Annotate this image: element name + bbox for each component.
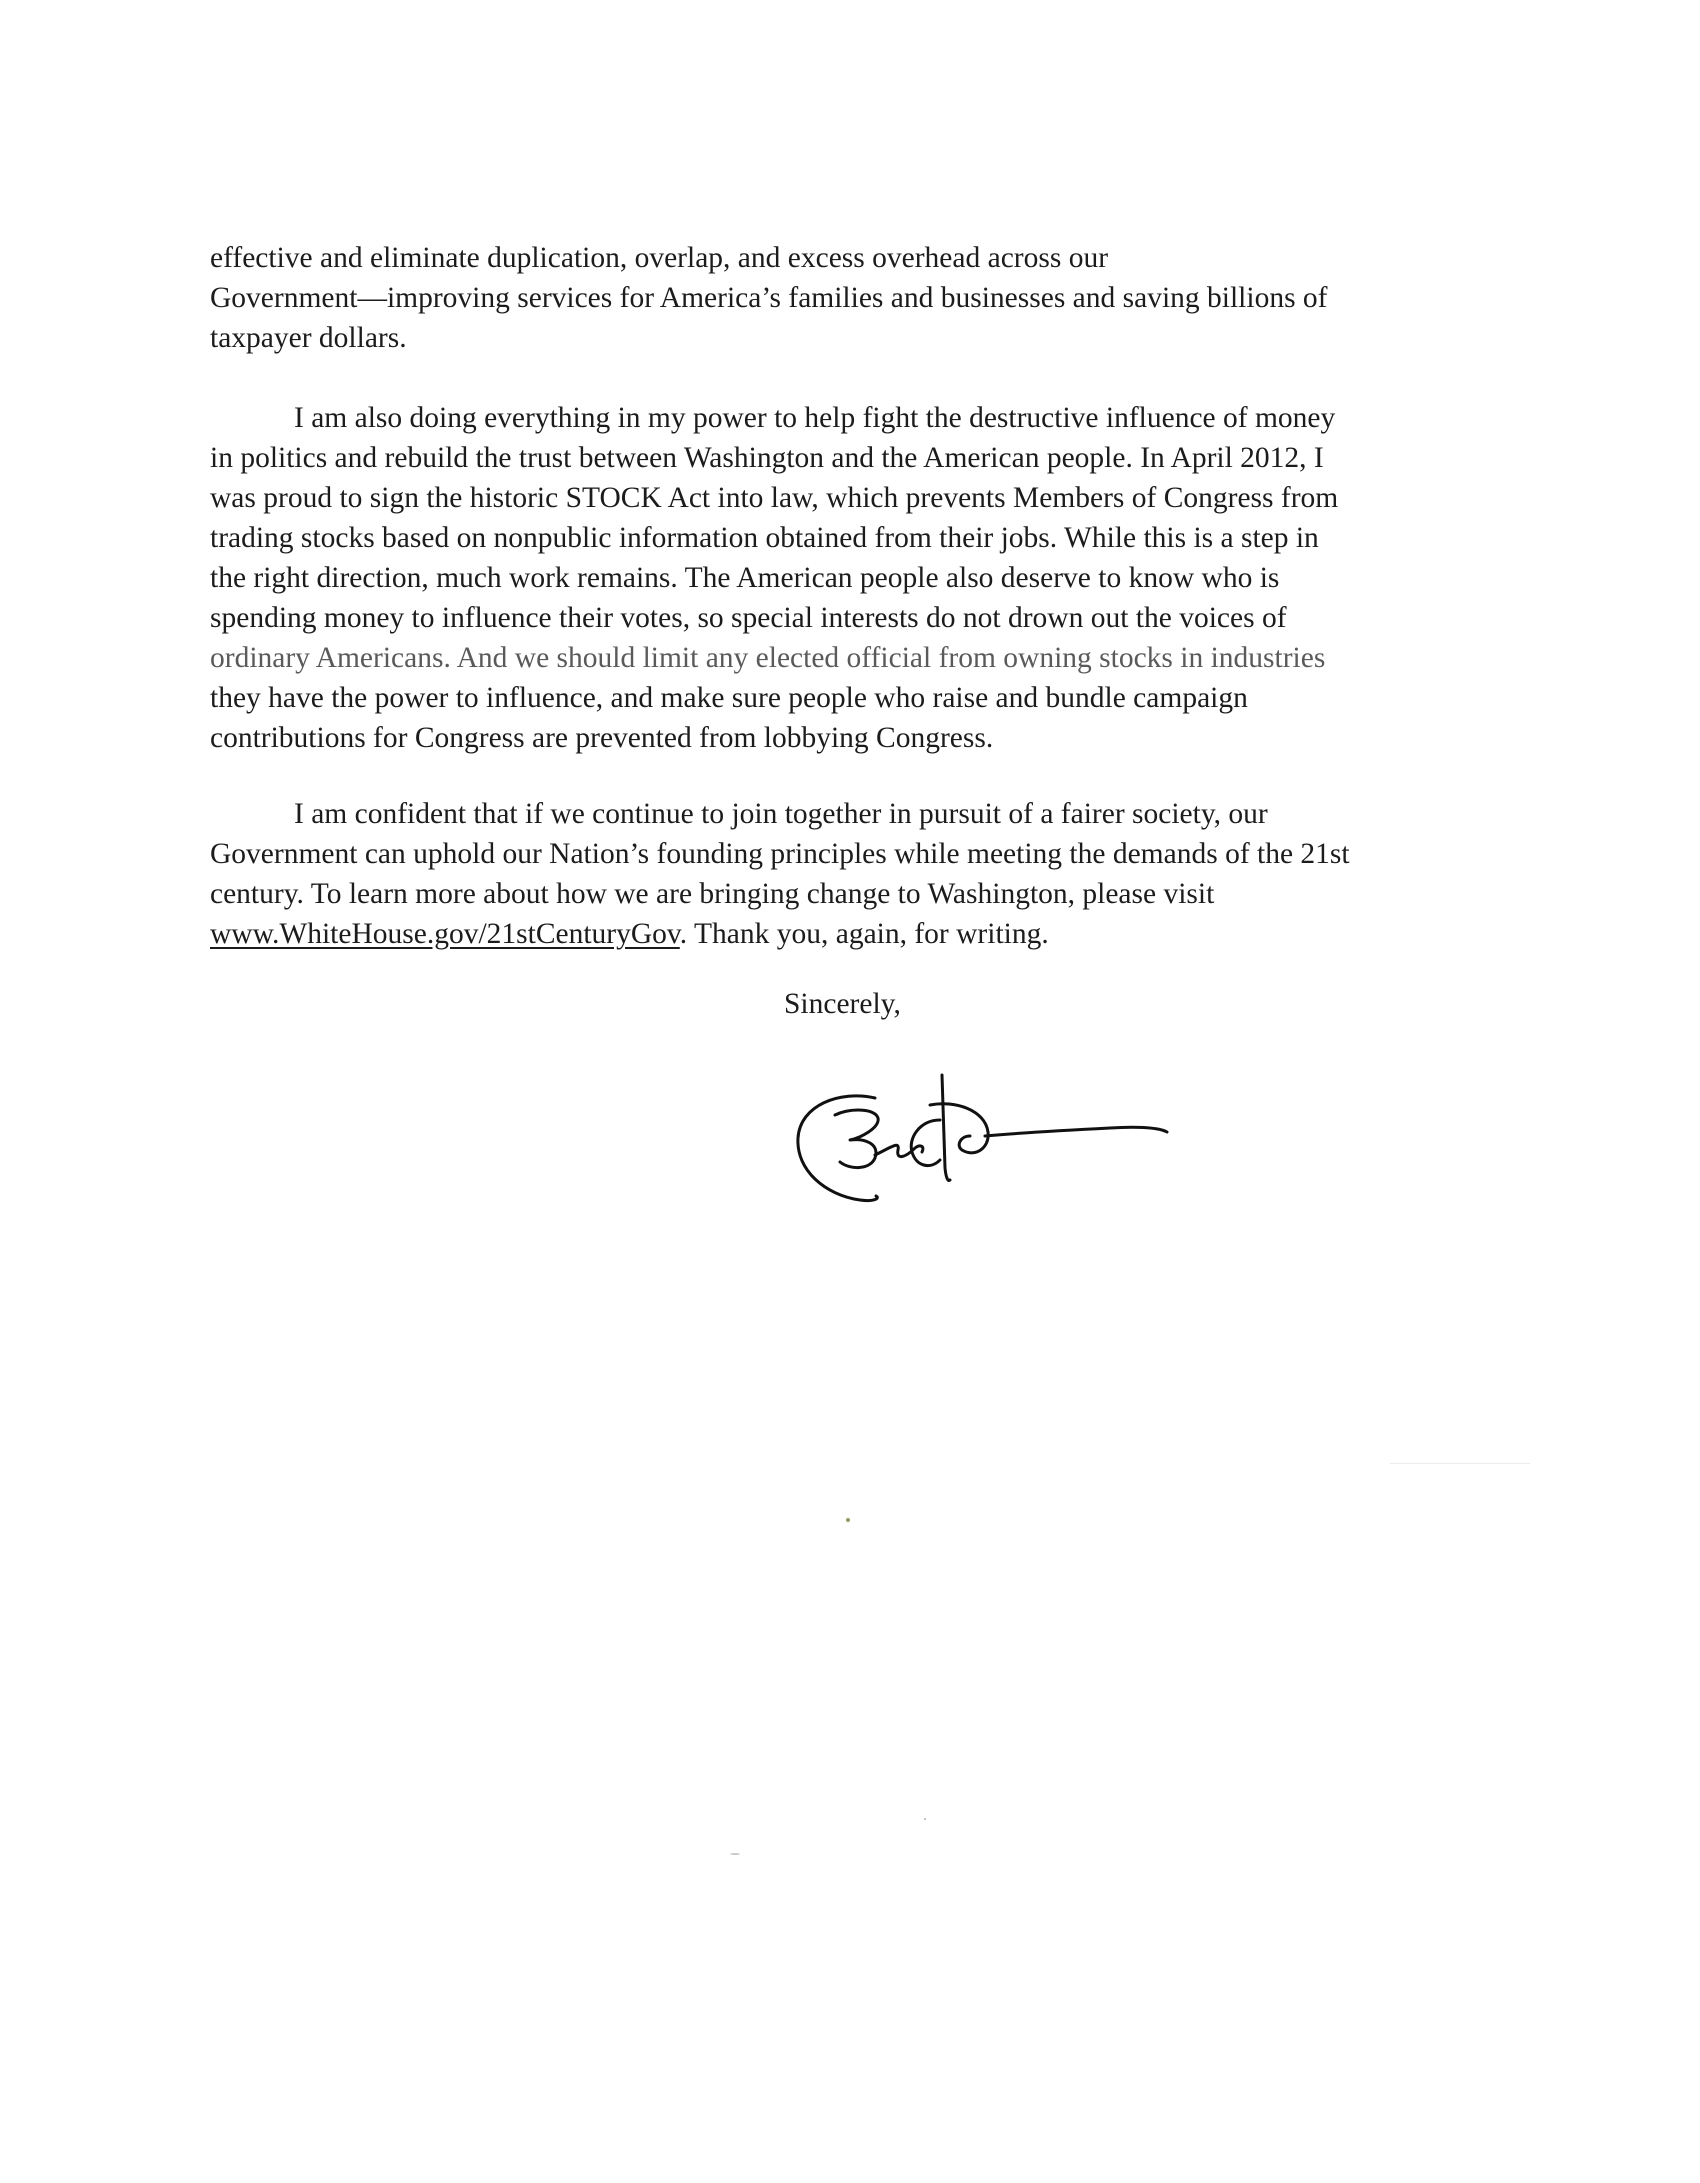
paragraph-line: trading stocks based on nonpublic information obtained from their jobs. While this is a step in [210, 522, 1319, 554]
paragraph-line: I am confident that if we continue to join together in pursuit of a fairer society, our [294, 798, 1268, 830]
paragraph-line: the right direction, much work remains. The American people also deserve to know who is [210, 562, 1280, 594]
handwritten-signature-icon [780, 1020, 1260, 1240]
paragraph-line: effective and eliminate duplication, overlap, and excess overhead across our [210, 242, 1109, 274]
paragraph-line: Government can uphold our Nation’s founding principles while meeting the demands of the 21st [210, 838, 1350, 870]
paragraph-1 [210, 238, 1520, 358]
paragraph-3 [210, 794, 1520, 954]
paragraph-2 [210, 398, 1520, 758]
paragraph-line: was proud to sign the historic STOCK Act into law, which prevents Members of Congress from [210, 482, 1339, 514]
paragraph-line: taxpayer dollars. [210, 322, 407, 354]
scan-speck [924, 1818, 926, 1820]
closing-sentence: . Thank you, again, for writing. [679, 918, 1049, 950]
paragraph-line: I am also doing everything in my power to help fight the destructive influence of money [294, 402, 1336, 434]
paragraph-line: Government—improving services for America’s families and businesses and saving billions of [210, 282, 1328, 314]
paragraph-line: century. To learn more about how we are bringing change to Washington, please visit [210, 878, 1215, 910]
paragraph-line: in politics and rebuild the trust between Washington and the American people. In April 2012, I [210, 442, 1324, 474]
scan-speck [730, 1853, 740, 1855]
paragraph-line: they have the power to influence, and make sure people who raise and bundle campaign [210, 682, 1248, 714]
paragraph-last-line [210, 914, 1520, 954]
scan-speck [1390, 1463, 1530, 1464]
whitehouse-link[interactable]: www.WhiteHouse.gov/21stCenturyGov [210, 918, 680, 950]
paragraph-line: spending money to influence their votes, so special interests do not drown out the voices of [210, 602, 1287, 634]
scan-speck [846, 1518, 850, 1522]
closing-salutation: Sincerely, [784, 988, 901, 1020]
paragraph-line: contributions for Congress are prevented from lobbying Congress. [210, 722, 994, 754]
paragraph-line: ordinary Americans. And we should limit any elected official from owning stocks in industries [210, 642, 1326, 674]
